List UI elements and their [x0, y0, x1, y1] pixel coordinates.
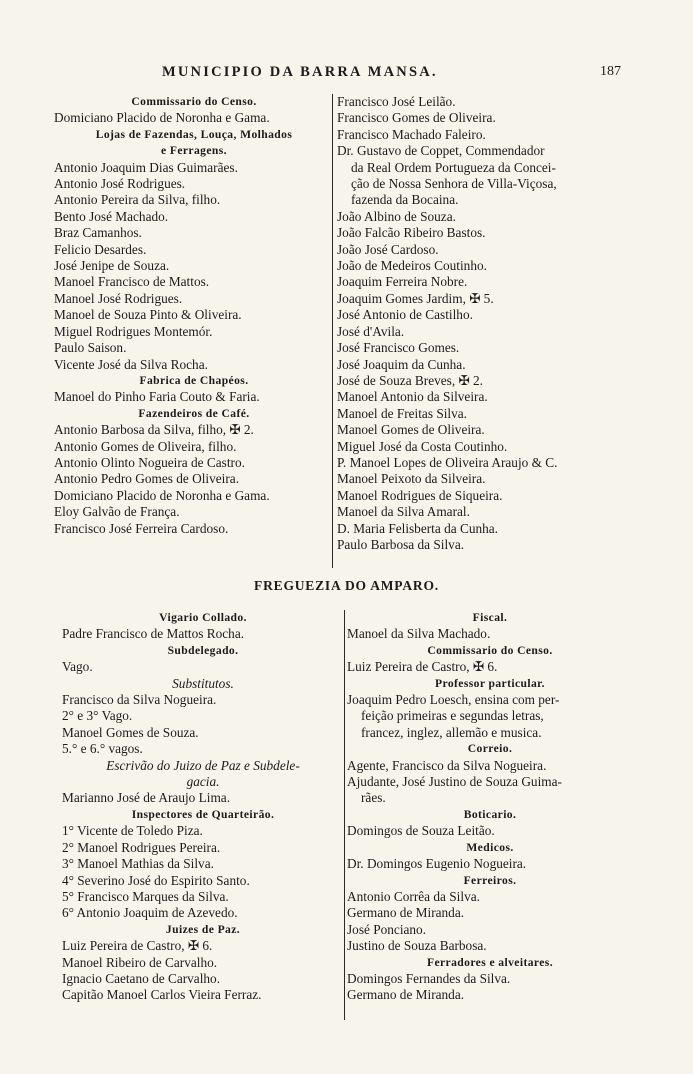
entry-line: Dr. Gustavo de Coppet, Commendador: [337, 143, 545, 159]
entry-line: Domingos Fernandes da Silva.: [347, 970, 511, 986]
section-heading: Subdelegado.: [167, 643, 239, 657]
section-heading: Fiscal.: [472, 611, 508, 624]
entry-line: Manoel Antonio da Silveira.: [337, 389, 488, 405]
subheading: Escrivão do Juizo de Paz e Subdele-: [106, 757, 300, 773]
section-heading: Fazendeiros de Café.: [138, 406, 250, 420]
entry-line: Luiz Pereira de Castro, ✠ 6.: [347, 659, 498, 675]
entry-line: José Jenipe de Souza.: [54, 258, 170, 274]
entry-line: 5° Francisco Marques da Silva.: [62, 888, 229, 904]
entry-line: Francisco Gomes de Oliveira.: [337, 110, 496, 126]
entry-line: Manoel Ribeiro de Carvalho.: [62, 954, 218, 970]
entry-line: Ignacio Caetano de Carvalho.: [62, 970, 221, 986]
column-divider: [344, 610, 345, 1020]
entry-line: Manoel Rodrigues de Siqueira.: [337, 487, 503, 503]
entry-line: José d'Avila.: [337, 323, 405, 339]
entry-line: José Joaquim da Cunha.: [337, 356, 466, 372]
entry-line: Ajudante, José Justino de Souza Guima-: [347, 774, 562, 790]
entry-line: 1° Vicente de Toledo Piza.: [62, 823, 203, 839]
entry-line: Antonio Pereira da Silva, filho.: [54, 192, 221, 208]
amparo-left-column: [62, 610, 344, 1004]
entry-line: Paulo Saison.: [54, 340, 127, 356]
entry-line: francez, inglez, allemão e musica.: [361, 724, 542, 740]
entry-line: Miguel José da Costa Coutinho.: [337, 438, 508, 454]
entry-line: Manoel da Silva Machado.: [347, 626, 491, 642]
entry-line: Germano de Miranda.: [347, 987, 465, 1003]
entry-line: Manoel da Silva Amaral.: [337, 504, 470, 520]
section-heading: Lojas de Fazendas, Louça, Molhados: [95, 127, 293, 141]
entry-line: feição primeiras e segundas letras,: [361, 708, 544, 724]
entry-line: Agente, Francisco da Silva Nogueira.: [347, 757, 547, 773]
entry-line: Francisco José Leilão.: [337, 94, 456, 109]
section-heading: Inspectores de Quarteirão.: [131, 807, 275, 821]
entry-line: João Albino de Souza.: [337, 208, 456, 224]
page-title: MUNICIPIO DA BARRA MANSA.: [162, 64, 438, 80]
entry-line: João Falcão Ribeiro Bastos.: [337, 225, 486, 241]
entry-line: Manoel de Souza Pinto & Oliveira.: [54, 307, 242, 323]
section-heading: Commissario do Censo.: [131, 95, 257, 108]
entry-line: Germano de Miranda.: [347, 905, 465, 921]
section-heading: e Ferragens.: [161, 144, 227, 158]
entry-line: Francisco José Ferreira Cardoso.: [54, 520, 229, 536]
entry-line: Braz Camanhos.: [54, 225, 142, 241]
entry-line: rães.: [361, 790, 386, 806]
entry-line: José Ponciano.: [347, 921, 427, 937]
page-number: 187: [600, 64, 621, 79]
entry-line: Manoel Peixoto da Silveira.: [337, 471, 486, 487]
entry-line: José Antonio de Castilho.: [337, 307, 473, 323]
entry-line: Luiz Pereira de Castro, ✠ 6.: [62, 938, 213, 954]
section-title-amparo: FREGUEZIA DO AMPARO.: [254, 578, 439, 593]
entry-line: Felicio Desardes.: [54, 241, 147, 257]
amparo-right-column: [347, 610, 633, 1004]
entry-line: Padre Francisco de Mattos Rocha.: [62, 626, 245, 642]
entry-line: Joaquim Ferreira Nobre.: [337, 274, 468, 290]
entry-line: Paulo Barbosa da Silva.: [337, 536, 465, 552]
section-heading: Ferreiros.: [463, 873, 517, 887]
entry-line: Domiciano Placido de Noronha e Gama.: [54, 487, 270, 503]
subheading: Substitutos.: [172, 675, 234, 691]
section-heading: Boticario.: [463, 807, 517, 821]
section-heading: Juizes de Paz.: [165, 922, 241, 936]
section-heading: Medicos.: [466, 840, 514, 854]
entry-line: Manoel José Rodrigues.: [54, 290, 183, 306]
entry-line: Eloy Galvão de França.: [54, 504, 180, 520]
section-heading: Professor particular.: [435, 676, 545, 690]
entry-line: José Francisco Gomes.: [337, 340, 460, 356]
entry-line: Manoel Gomes de Oliveira.: [337, 422, 485, 438]
entry-line: Antonio Pedro Gomes de Oliveira.: [54, 471, 240, 487]
entry-line: José de Souza Breves, ✠ 2.: [337, 372, 483, 388]
entry-line: Justino de Souza Barbosa.: [347, 938, 487, 954]
entry-line: P. Manoel Lopes de Oliveira Araujo & C.: [337, 454, 558, 470]
entry-line: Marianno José de Araujo Lima.: [62, 790, 231, 806]
barra-mansa-left-column: [54, 94, 334, 537]
entry-line: ção de Nossa Senhora de Villa-Viçosa,: [351, 176, 557, 192]
running-header: [0, 64, 693, 84]
entry-line: da Real Ordem Portugueza da Concei-: [351, 159, 556, 175]
entry-line: Miguel Rodrigues Montemór.: [54, 323, 213, 339]
entry-line: João de Medeiros Coutinho.: [337, 258, 487, 274]
entry-line: Domingos de Souza Leitão.: [347, 823, 495, 839]
entry-line: Manoel Francisco de Mattos.: [54, 274, 210, 290]
entry-line: Vicente José da Silva Rocha.: [54, 356, 208, 372]
entry-line: Domiciano Placido de Noronha e Gama.: [54, 110, 270, 126]
section-heading: Ferradores e alveitares.: [426, 955, 554, 969]
section-heading: Fabrica de Chapéos.: [139, 373, 249, 387]
entry-line: 5.° e 6.° vagos.: [62, 741, 143, 757]
barra-mansa-right-column: [337, 94, 627, 553]
subheading: gacia.: [186, 774, 220, 790]
entry-line: João José Cardoso.: [337, 241, 439, 257]
entry-line: Antonio Corrêa da Silva.: [347, 888, 480, 904]
section-heading: Correio.: [467, 742, 513, 756]
entry-line: Antonio Gomes de Oliveira, filho.: [54, 438, 237, 454]
entry-line: Joaquim Gomes Jardim, ✠ 5.: [337, 290, 494, 306]
entry-line: Bento José Machado.: [54, 208, 169, 224]
entry-line: Manoel de Freitas Silva.: [337, 405, 467, 421]
entry-line: 2° Manoel Rodrigues Pereira.: [62, 839, 221, 855]
entry-line: fazenda da Bocaina.: [351, 192, 459, 208]
entry-line: Capitão Manoel Carlos Vieira Ferraz.: [62, 987, 262, 1003]
entry-line: Joaquim Pedro Loesch, ensina com per-: [347, 692, 560, 708]
entry-line: Francisco Machado Faleiro.: [337, 126, 486, 142]
entry-line: Antonio José Rodrigues.: [54, 176, 186, 192]
section-heading: Vigario Collado.: [159, 611, 247, 624]
entry-line: Antonio Olinto Nogueira de Castro.: [54, 454, 245, 470]
entry-line: Antonio Joaquim Dias Guimarães.: [54, 159, 238, 175]
entry-line: 6° Antonio Joaquim de Azevedo.: [62, 905, 238, 921]
entry-line: D. Maria Felisberta da Cunha.: [337, 520, 498, 536]
entry-line: 3° Manoel Mathias da Silva.: [62, 856, 214, 872]
entry-line: 2° e 3° Vago.: [62, 708, 133, 724]
entry-line: Francisco da Silva Nogueira.: [62, 692, 217, 708]
entry-line: Manoel Gomes de Souza.: [62, 724, 199, 740]
entry-line: Manoel do Pinho Faria Couto & Faria.: [54, 389, 260, 405]
entry-line: Vago.: [62, 659, 93, 675]
section-heading: Commissario do Censo.: [427, 643, 553, 657]
entry-line: 4° Severino José do Espirito Santo.: [62, 872, 250, 888]
entry-line: Antonio Barbosa da Silva, filho, ✠ 2.: [54, 422, 254, 438]
column-divider: [332, 94, 333, 568]
entry-line: Dr. Domingos Eugenio Nogueira.: [347, 856, 527, 872]
